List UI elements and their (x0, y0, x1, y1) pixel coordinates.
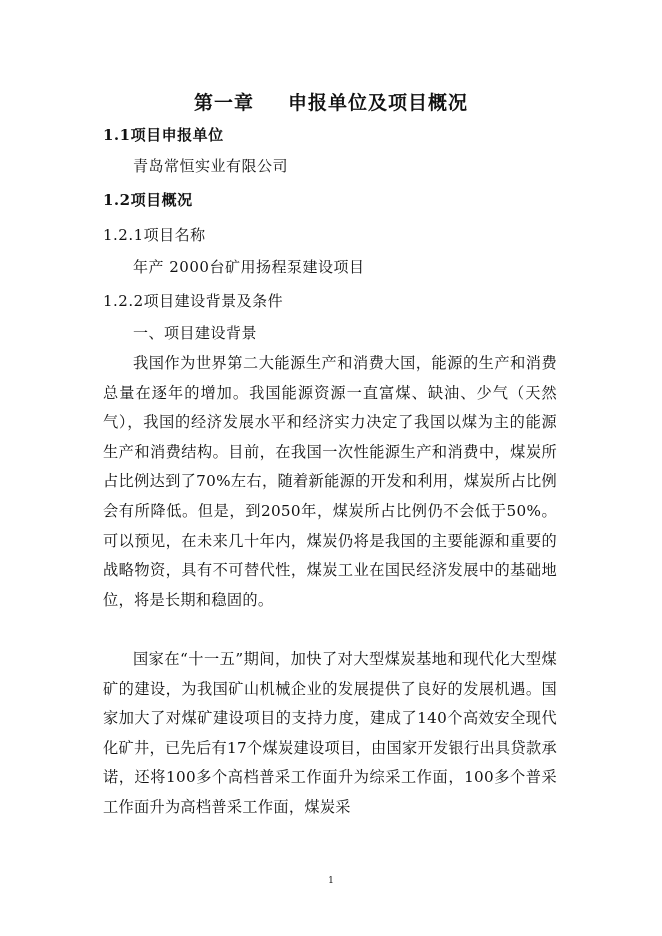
paragraph-policy: 国家在“十一五”期间，加快了对大型煤炭基地和现代化大型煤矿的建设，为我国矿山机械企业的发展提供了良好的发展机遇。国家加大了对煤矿建设项目的支持力度，建成了140个高效安全现代化矿井，已先后有17个煤炭建设项目，由国家开发银行出具贷款承诺，还将100多个高档普采工作面升为综采工作面，100多个普采工作面升为高档普采工作面，煤炭采 (103, 650, 557, 816)
section-heading-1-2-1: 1.2.1项目名称 (103, 226, 206, 244)
company-name: 青岛常恒实业有限公司 (133, 157, 289, 175)
paragraph-energy: 我国作为世界第二大能源生产和消费大国，能源的生产和消费总量在逐年的增加。我国能源资源一直富煤、缺油、少气（天然气），我国的经济发展水平和经济实力决定了我国以煤为主的能源生产和消费结构。目前，在我国一次性能源生产和消费中，煤炭所占比例达到了70%左右，随着新能源的开发和利用，煤炭所占比例会有所降低。但是，到2050年，煤炭所占比例仍不会低于50%。可以预见，在未来几十年内，煤炭仍将是我国的主要能源和重要的战略物资，具有不可替代性，煤炭工业在国民经济发展中的基础地位，将是长期和稳固的。 (103, 354, 557, 609)
section-heading-1-2-2: 1.2.2项目建设背景及条件 (103, 292, 284, 310)
section-heading-1-2: 1.2项目概况 (103, 191, 193, 209)
chapter-title (0, 88, 662, 115)
section-heading-1-1: 1.1项目申报单位 (103, 126, 224, 144)
sub-heading-background: 一、项目建设背景 (133, 324, 258, 342)
chapter-name: 申报单位及项目概况 (288, 92, 469, 114)
project-name: 年产 2000台矿用扬程泵建设项目 (133, 258, 365, 276)
chapter-number: 第一章 (193, 92, 254, 114)
page-number: 1 (328, 876, 334, 886)
